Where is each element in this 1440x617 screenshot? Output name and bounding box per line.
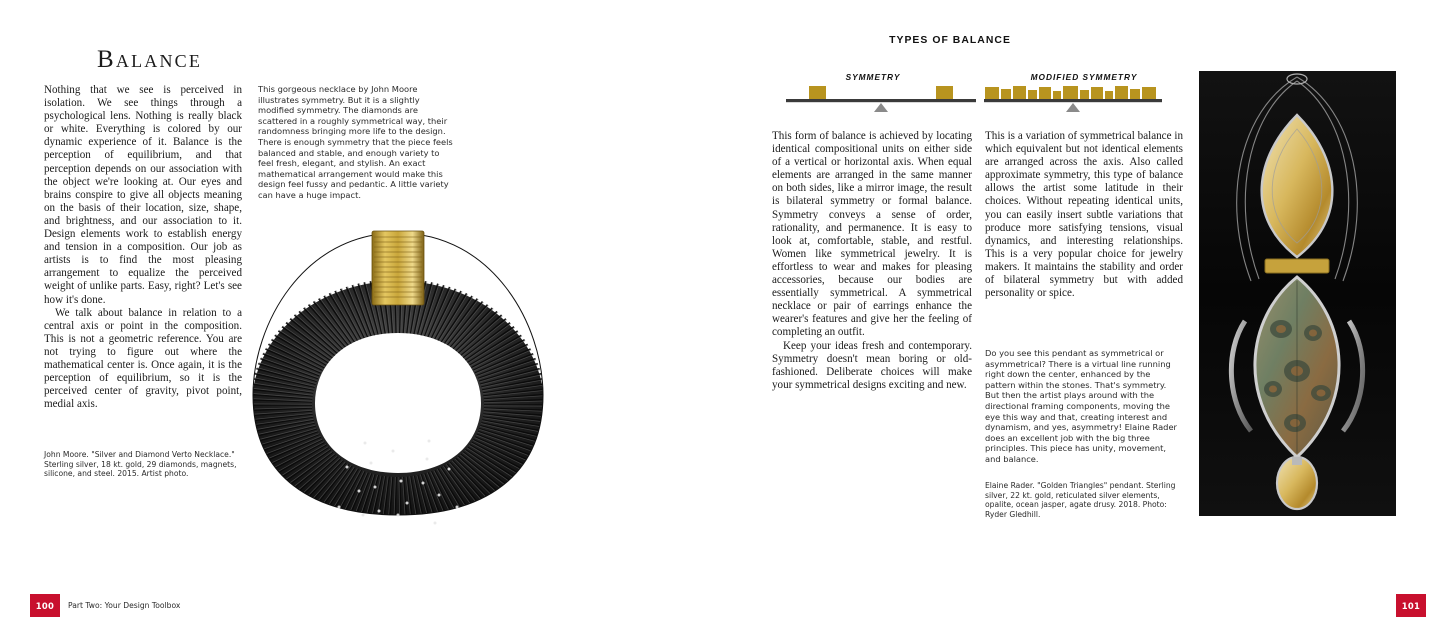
golden-triangles-pendant-image <box>1199 71 1396 516</box>
right-photo-credit: Elaine Rader. "Golden Triangles" pendant. Sterling silver, 22 kt. gold, reticulated silver elements, opalite, ocean jasper, agate drusy. 2018. Photo: Ryder Gledhill. <box>985 481 1176 519</box>
left-page-number: 100 <box>30 594 60 617</box>
necklace-caption: This gorgeous necklace by John Moore illustrates symmetry. But it is a slightly modified symmetry. The diamonds are scattered in a roughly symmetrical way, their randomness bringing more life to the design. There is enough symmetry that the piece feels balanced and stable, and enough variety to feel fresh, elegant, and stylish. An exact mathematical arrangement would make this design feel fussy and pedantic. A little variety can have a huge impact. <box>258 84 453 200</box>
modified-symmetry-heading: MODIFIED SYMMETRY <box>1030 72 1138 82</box>
left-body-column <box>44 84 242 411</box>
right-folio <box>1386 594 1426 617</box>
pendant-note <box>985 348 1183 465</box>
left-caption-column <box>258 84 456 201</box>
left-photo-credit: John Moore. "Silver and Diamond Verto Necklace." Sterling silver, 18 kt. gold, 29 diamonds, magnets, silicone, and steel. 2015. Artist photo. <box>44 450 237 479</box>
symmetry-body-column <box>772 130 972 392</box>
page-title: Balance <box>97 46 203 73</box>
modified-symmetry-balance-diagram <box>984 86 1162 112</box>
running-head: Part Two: Your Design Toolbox <box>68 601 181 610</box>
modified-symmetry-body-column <box>985 130 1183 300</box>
symmetry-heading: SYMMETRY <box>845 72 901 82</box>
left-body-paragraph: Nothing that we see is perceived in isolation. We see things through a psychological lens. Nothing is really black or white. Everything is colored by our dynamic experience of it. Balance is the perception of equilibrium, and that perception depends on our association with the object we're looking at. Our eyes and brains conspire to give all objects meaning on the basis of their location, size, shape, and brightness, and our association to it. Design elements work to establish energy and tension in a composition. Our job as artists is to find the most pleasing arrangement to equalize the perceived weight of unlike parts. Easy, right? Let's see how it's done. <box>44 84 242 306</box>
symmetry-paragraph: Keep your ideas fresh and contemporary. Symmetry doesn't mean boring or old-fashioned. Deliberate choices will make your symmetrical designs exciting and new. <box>772 339 972 391</box>
symmetry-balance-diagram <box>786 86 976 112</box>
pendant-note-text: Do you see this pendant as symmetrical or asymmetrical? There is a virtual line running right down the center, enhanced by the pattern within the stones. That's symmetry. But then the artist plays around with the directional framing components, moving the eye this way and that, creating interest and dynamism, and yes, asymmetry! Elaine Rader does an excellent job with the big three principles. This piece has unity, movement, and balance. <box>985 348 1177 464</box>
left-folio <box>30 594 250 617</box>
symmetry-paragraph: This form of balance is achieved by locating identical compositional units on either side of a vertical or horizontal axis. When equal elements are arranged in the same manner on both sides, like a mirror image, the result is bilateral symmetry or formal balance. Symmetry conveys a sense of order, rationality, and permanence. It is easy to look at, comfortable, stable, and restful. Women like symmetrical jewelry. It is effortless to wear and makes for pleasing accessories, because our bodies are essentially symmetrical. A symmetrical necklace or pair of earrings enhance the wearer's features and give her the feeling of completing an outfit. <box>772 130 972 339</box>
section-heading: TYPES OF BALANCE <box>889 35 1011 46</box>
left-body-paragraph: We talk about balance in relation to a central axis or point in the composition. This is not a geometric reference. You are not trying to figure out where the mathematical center is. Once again, it is the perception of equilibrium, so it is the perceived center of gravity, pivot point, medial axis. <box>44 306 242 411</box>
modified-symmetry-paragraph: This is a variation of symmetrical balance in which equivalent but not identical elements are arranged across the axis. Also called approximate symmetry, this type of balance allows the artist some latitude in their choices. Without repeating identical units, you can easily insert subtle variations that produce more satisfying tensions, visual dynamics, and interesting relationships. This is a very popular choice for jewelry makers. It maintains the stability and order of bilateral symmetry but with added personality or spice. <box>985 130 1183 300</box>
silver-and-diamond-verto-necklace-image <box>243 215 553 525</box>
right-page-number: 101 <box>1396 594 1426 617</box>
